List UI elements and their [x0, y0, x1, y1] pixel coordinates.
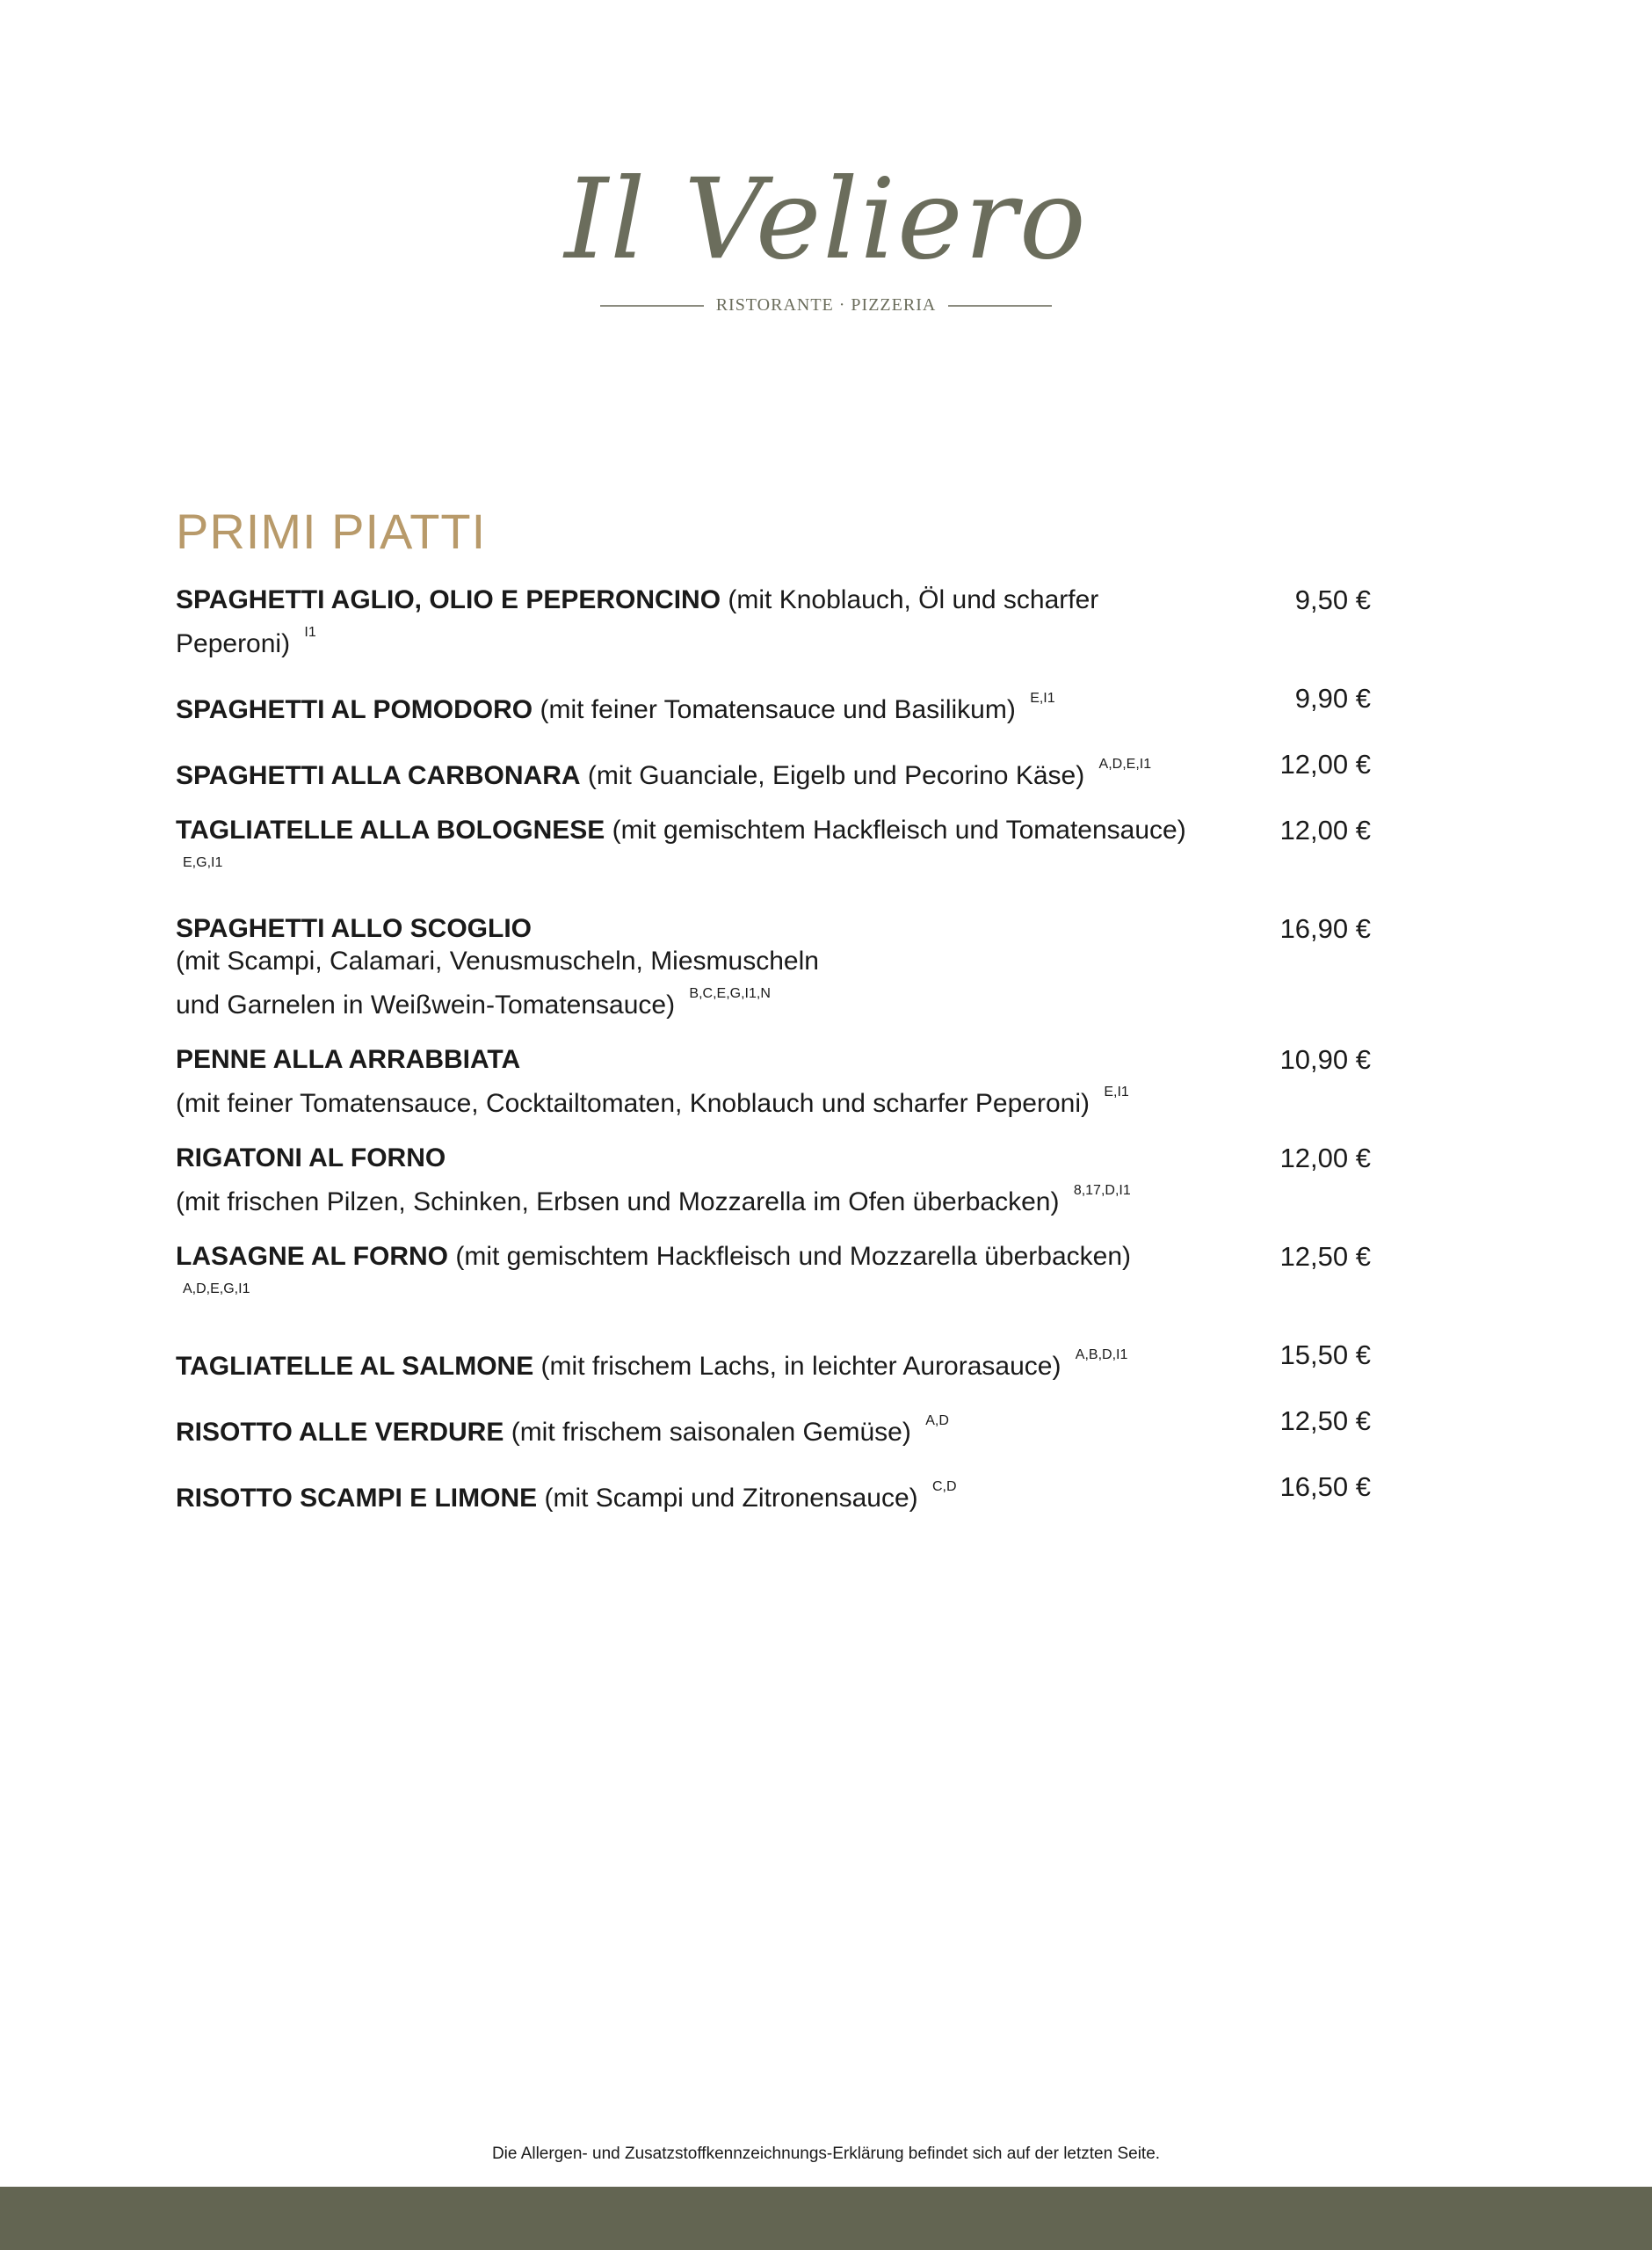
- menu-item-allergens: A,D,E,I1: [1098, 757, 1152, 772]
- menu-item-price: 12,50 €: [1279, 1241, 1371, 1272]
- menu-item-price: 15,50 €: [1279, 1339, 1371, 1370]
- menu-item-name: SPAGHETTI AGLIO, OLIO E PEPERONCINO: [176, 585, 721, 614]
- menu-item-allergens: A,B,D,I1: [1075, 1347, 1128, 1362]
- menu-item-allergens: B,C,E,G,I1,N: [689, 986, 771, 1001]
- menu-item-description: [176, 1470, 1186, 1514]
- menu-item-price: 12,50 €: [1279, 1405, 1371, 1436]
- menu-item-detail: (mit feiner Tomatensauce, Cocktailtomaten, Knoblauch und scharfer Peperoni): [176, 1089, 1090, 1118]
- logo-divider-right: [948, 305, 1052, 307]
- menu-item-name: PENNE ALLA ARRABBIATA: [176, 1045, 521, 1074]
- menu-item-price: 9,90 €: [1294, 683, 1371, 714]
- menu-item: [176, 682, 1371, 726]
- menu-item: [176, 1404, 1371, 1448]
- menu-item-name: TAGLIATELLE AL SALMONE: [176, 1352, 534, 1381]
- menu-item-description: [176, 1043, 1186, 1120]
- restaurant-logo: [0, 149, 1652, 316]
- menu-item-description: [176, 1142, 1186, 1218]
- logo-subtitle-row: [0, 295, 1652, 316]
- menu-item-detail: (mit frischem saisonalen Gemüse): [511, 1418, 911, 1447]
- menu-item-detail: (mit gemischtem Hackfleisch und Mozzarella überbacken): [455, 1242, 1131, 1271]
- menu-item-description: [176, 912, 1186, 1021]
- menu-item-name: SPAGHETTI ALLA CARBONARA: [176, 761, 581, 790]
- menu-item-price: 10,90 €: [1279, 1044, 1371, 1075]
- menu-item: [176, 1470, 1371, 1514]
- menu-item-detail: (mit frischen Pilzen, Schinken, Erbsen und Mozzarella im Ofen überbacken): [176, 1187, 1060, 1216]
- menu-item: [176, 1142, 1371, 1218]
- menu-item-price: 12,00 €: [1279, 815, 1371, 846]
- menu-item: [176, 1043, 1371, 1120]
- menu-item-allergens: I1: [304, 625, 316, 640]
- menu-item: [176, 748, 1371, 792]
- menu-item-allergens: E,I1: [1104, 1085, 1129, 1100]
- menu-item-price: 9,50 €: [1294, 584, 1371, 615]
- menu-item: [176, 584, 1371, 660]
- logo-divider-left: [600, 305, 704, 307]
- menu-item-name: TAGLIATELLE ALLA BOLOGNESE: [176, 816, 605, 845]
- footer-bar: [0, 2187, 1652, 2250]
- menu-item-description: [176, 814, 1186, 890]
- menu-item-description: [176, 1404, 1186, 1448]
- menu-item-detail-line2: und Garnelen in Weißwein-Tomatensauce): [176, 991, 676, 1020]
- logo-subtitle: RISTORANTE · PIZZERIA: [715, 295, 937, 315]
- menu-item-price: 16,50 €: [1279, 1471, 1371, 1502]
- menu-item-name: SPAGHETTI AL POMODORO: [176, 695, 533, 724]
- menu-item-price: 16,90 €: [1279, 913, 1371, 944]
- menu-item: [176, 1339, 1371, 1383]
- menu-item-detail: (mit Scampi und Zitronensauce): [544, 1484, 918, 1513]
- menu-item-name: RISOTTO SCAMPI E LIMONE: [176, 1484, 538, 1513]
- menu-item: [176, 814, 1371, 890]
- menu-item-detail: (mit feiner Tomatensauce und Basilikum): [540, 695, 1016, 724]
- menu-item-detail: (mit frischem Lachs, in leichter Aurorasauce): [540, 1352, 1061, 1381]
- menu-item-description: [176, 748, 1186, 792]
- menu-item-allergens: 8,17,D,I1: [1073, 1183, 1131, 1198]
- menu-item-description: [176, 682, 1186, 726]
- section-title: PRIMI PIATTI: [176, 504, 487, 559]
- menu-item-description: [176, 1240, 1186, 1317]
- menu-item-name: RISOTTO ALLE VERDURE: [176, 1418, 504, 1447]
- menu-item: [176, 1240, 1371, 1317]
- menu-item-detail: (mit gemischtem Hackfleisch und Tomatensauce): [612, 816, 1186, 845]
- menu-item-allergens: A,D: [925, 1413, 949, 1428]
- menu-item-description: [176, 1339, 1186, 1383]
- menu-item-description: [176, 584, 1186, 660]
- menu-item-name: RIGATONI AL FORNO: [176, 1143, 446, 1172]
- menu-item-detail: (mit Knoblauch, Öl und scharfer Peperoni): [176, 585, 1099, 658]
- menu-item-allergens: E,I1: [1030, 691, 1055, 706]
- allergen-footnote: Die Allergen- und Zusatzstoffkennzeichnungs-Erklärung befindet sich auf der letzten Seite.: [491, 2145, 1161, 2163]
- menu-item-price: 12,00 €: [1279, 749, 1371, 780]
- menu-item-allergens: A,D,E,G,I1: [183, 1281, 250, 1296]
- menu-list: [176, 584, 1371, 1536]
- menu-item: [176, 912, 1371, 1021]
- menu-item-detail: (mit Guanciale, Eigelb und Pecorino Käse): [587, 761, 1085, 790]
- menu-item-name: SPAGHETTI ALLO SCOGLIO: [176, 914, 532, 943]
- menu-item-price: 12,00 €: [1279, 1143, 1371, 1173]
- menu-item-allergens: C,D: [932, 1479, 957, 1494]
- menu-item-name: LASAGNE AL FORNO: [176, 1242, 449, 1271]
- menu-item-allergens: E,G,I1: [183, 855, 223, 870]
- logo-title: Il Veliero: [564, 155, 1088, 284]
- menu-item-detail-line1: (mit Scampi, Calamari, Venusmuscheln, Miesmuscheln: [176, 947, 819, 976]
